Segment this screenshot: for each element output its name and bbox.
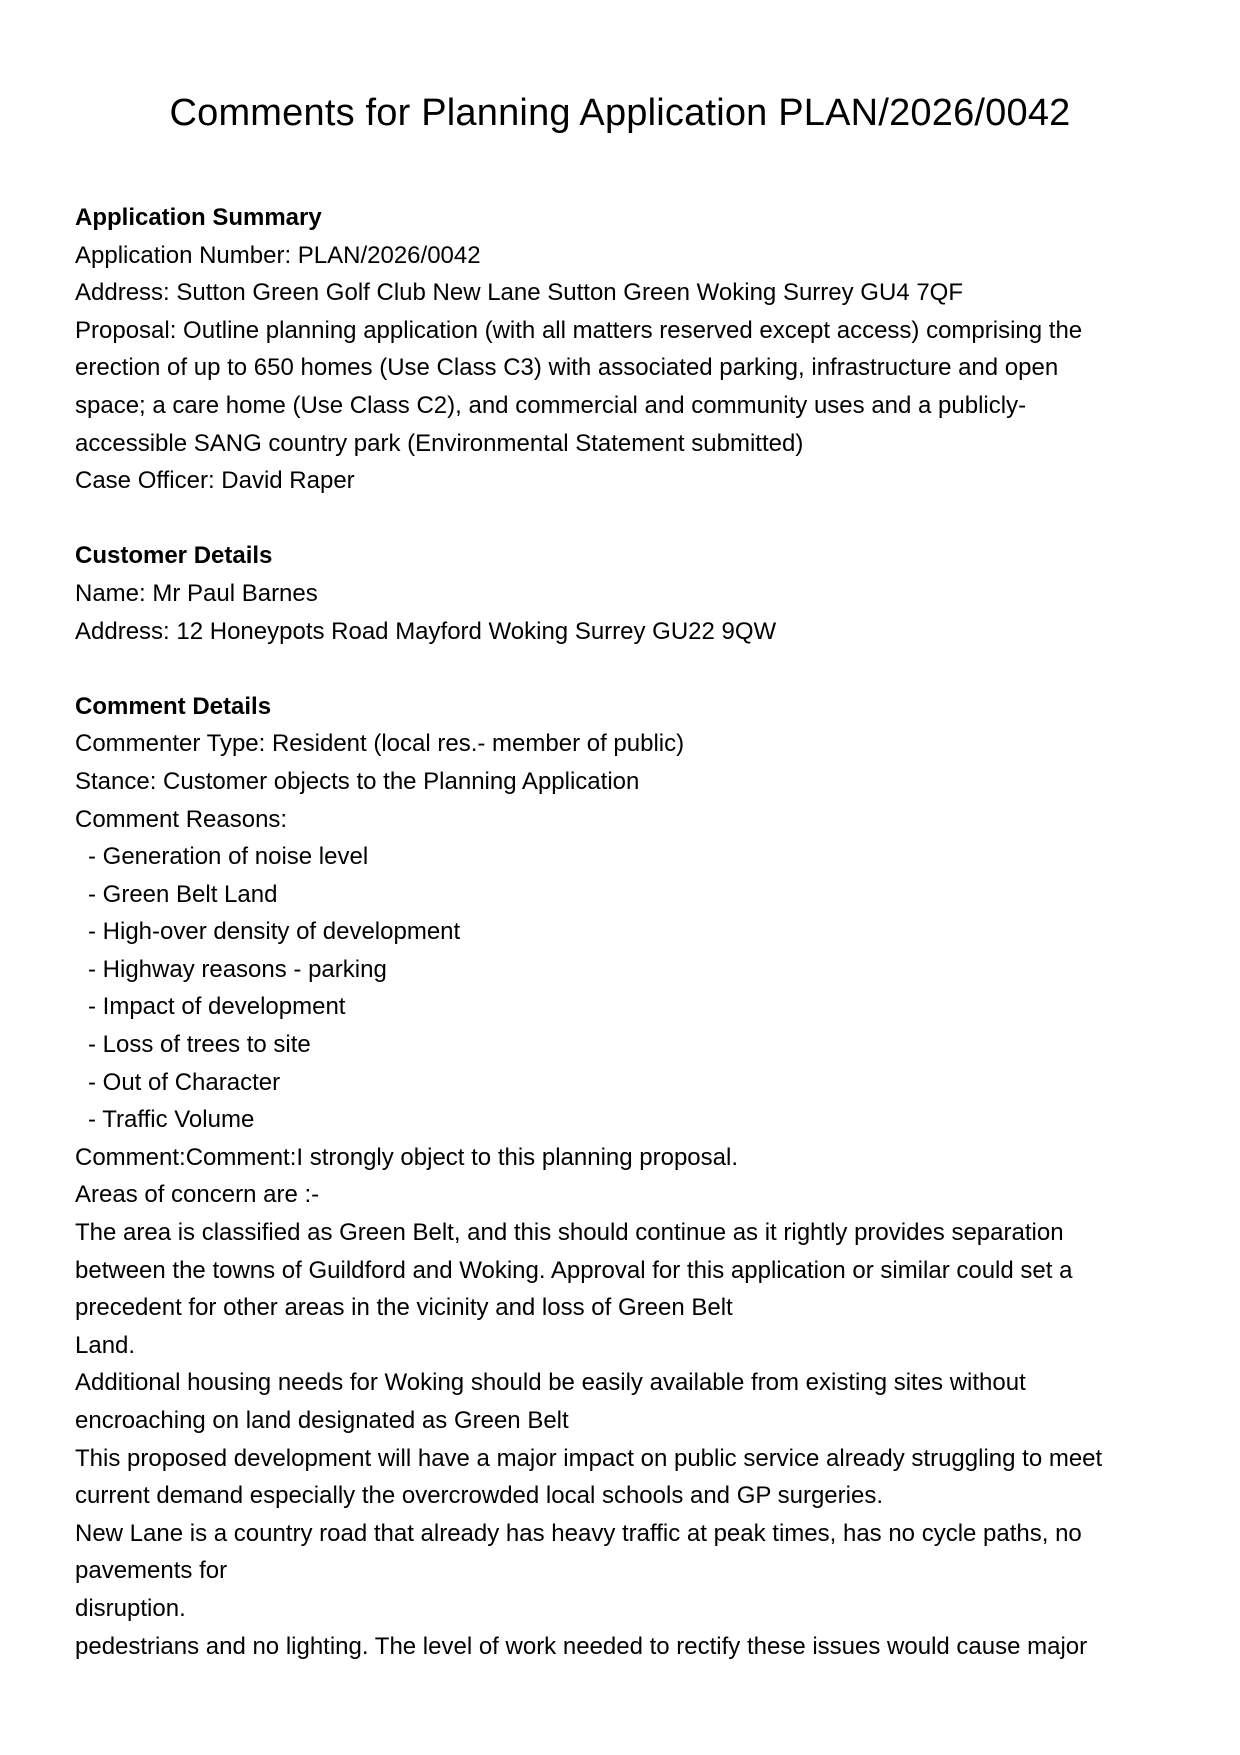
proposal-line: space; a care home (Use Class C2), and commercial and community uses and a publicly-	[75, 391, 1027, 419]
comment-text-line: disruption.	[75, 1594, 186, 1622]
customer-address: Address: 12 Honeypots Road Mayford Woking Surrey GU22 9QW	[75, 617, 777, 645]
comment-text-line: between the towns of Guildford and Woking. Approval for this application or similar could set a	[75, 1256, 1073, 1284]
comment-reasons-label: Comment Reasons:	[75, 805, 288, 833]
comment-reason-item: - Generation of noise level	[88, 843, 369, 871]
comment-text-line: current demand especially the overcrowded local schools and GP surgeries.	[75, 1482, 883, 1510]
page-title: Comments for Planning Application PLAN/2026/0042	[169, 92, 1071, 134]
comment-text-line: Areas of concern are :-	[75, 1181, 320, 1209]
comment-text-line: New Lane is a country road that already has heavy traffic at peak times, has no cycle paths, no	[75, 1519, 1082, 1547]
proposal-line: accessible SANG country park (Environmental Statement submitted)	[75, 429, 804, 457]
comment-text-line: The area is classified as Green Belt, and this should continue as it rightly provides separation	[75, 1219, 1064, 1247]
comment-details-heading: Comment Details	[75, 692, 272, 720]
comment-reason-item: - Highway reasons - parking	[88, 955, 387, 983]
customer-name: Name: Mr Paul Barnes	[75, 579, 318, 607]
proposal-line: Proposal: Outline planning application (with all matters reserved except access) comprising the	[75, 316, 1083, 344]
application-number: Application Number: PLAN/2026/0042	[75, 241, 481, 269]
comment-text-line: Land.	[75, 1331, 136, 1359]
document-body	[75, 199, 1175, 1665]
proposal-line: erection of up to 650 homes (Use Class C3) with associated parking, infrastructure and open	[75, 354, 1059, 382]
comment-text-line: Additional housing needs for Woking should be easily available from existing sites without	[75, 1369, 1026, 1397]
comment-reason-item: - Loss of trees to site	[88, 1031, 311, 1059]
comment-text-line: encroaching on land designated as Green Belt	[75, 1407, 569, 1434]
stance: Stance: Customer objects to the Planning Application	[75, 767, 640, 795]
comment-reason-item: - Impact of development	[88, 993, 346, 1021]
section-spacer	[75, 650, 1175, 688]
section-spacer	[75, 500, 1175, 538]
comment-reason-item: - High-over density of development	[88, 918, 461, 946]
comment-reason-item: - Out of Character	[88, 1068, 281, 1096]
application-address: Address: Sutton Green Golf Club New Lane Sutton Green Woking Surrey GU4 7QF	[75, 279, 963, 307]
comment-text-line: precedent for other areas in the vicinity and loss of Green Belt	[75, 1294, 733, 1322]
case-officer: Case Officer: David Raper	[75, 467, 355, 495]
customer-details-heading: Customer Details	[75, 542, 273, 570]
comment-text-line: pedestrians and no lighting. The level of work needed to rectify these issues would cause major	[75, 1632, 1088, 1660]
comment-reason-item: - Green Belt Land	[88, 880, 278, 908]
comment-text-line: Comment:Comment:I strongly object to this planning proposal.	[75, 1143, 738, 1171]
commenter-type: Commenter Type: Resident (local res.- member of public)	[75, 730, 685, 758]
application-summary-heading: Application Summary	[75, 204, 322, 231]
comment-text-line: This proposed development will have a major impact on public service already struggling to meet	[75, 1444, 1103, 1472]
comment-reason-item: - Traffic Volume	[88, 1106, 255, 1134]
comment-text-line: pavements for	[75, 1557, 228, 1585]
